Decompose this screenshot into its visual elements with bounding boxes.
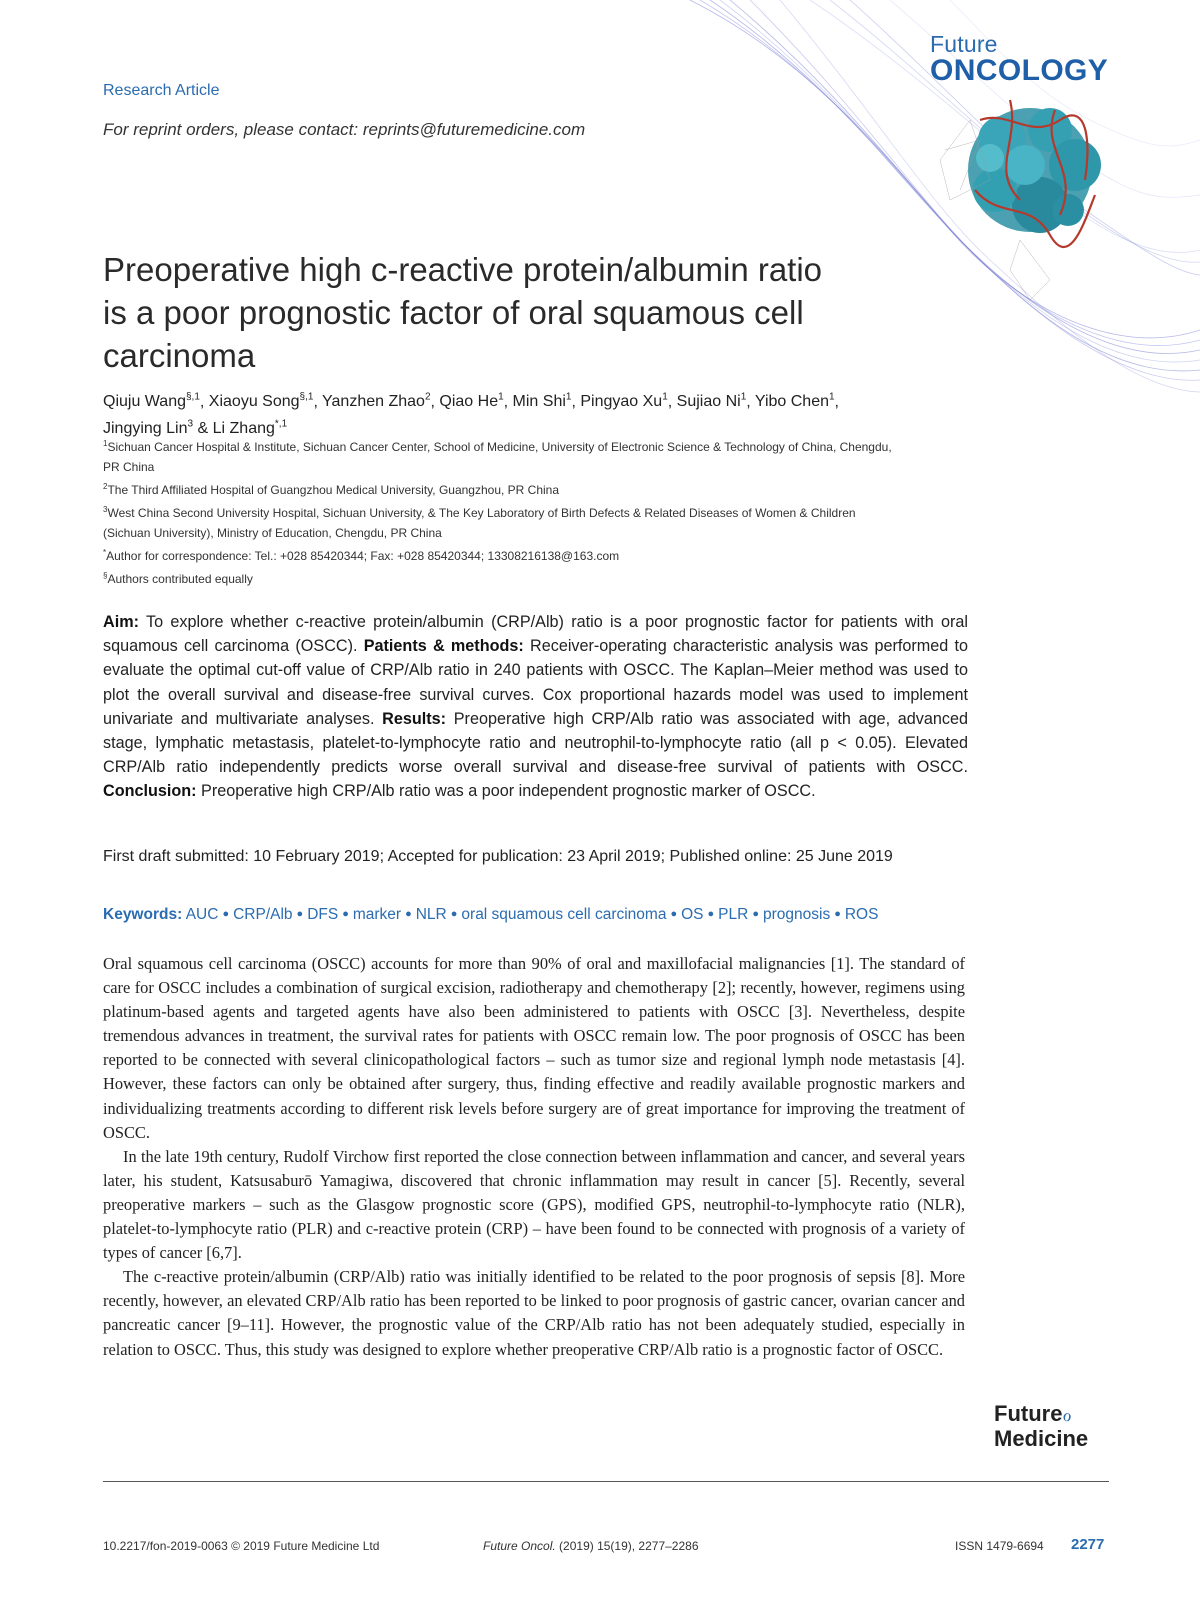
keyword: oral squamous cell carcinoma	[461, 906, 667, 923]
author	[103, 393, 200, 410]
footer-issn: ISSN 1479-6694	[955, 1539, 1044, 1553]
author-name: Qiuju Wang	[103, 393, 186, 411]
affiliation-mark: 2	[103, 482, 108, 491]
publication-dates: First draft submitted: 10 February 2019; Accepted for publication: 23 April 2019; Published online: 25 June 2019	[103, 848, 893, 865]
reprint-notice: For reprint orders, please contact: reprints@futuremedicine.com	[103, 120, 586, 139]
author-affiliation-mark: §,1	[299, 392, 314, 403]
keyword-separator-icon: ●	[752, 908, 759, 920]
keyword: CRP/Alb	[233, 906, 293, 923]
abstract-aim-label: Aim:	[103, 613, 139, 631]
keyword: prognosis	[762, 906, 831, 923]
author	[677, 393, 747, 410]
author-affiliation-mark: *,1	[274, 418, 288, 430]
keyword-separator-icon: ●	[405, 908, 412, 920]
affiliation-text: Author for correspondence: Tel.: +028 85420344; Fax: +028 85420344; 13308216138@163.com	[106, 549, 620, 563]
author-affiliation-mark: 1	[662, 392, 668, 403]
author-affiliation-mark: 1	[498, 392, 504, 403]
footer-divider	[103, 1481, 1109, 1482]
keyword-separator-icon: ●	[342, 908, 349, 920]
author-affiliation-mark: 1	[828, 392, 835, 403]
publisher-logo-line1: Future	[994, 1401, 1063, 1426]
footer-citation	[483, 1539, 699, 1553]
author	[755, 393, 835, 410]
article-title: Preoperative high c-reactive protein/albumin ratio is a poor prognostic factor of oral squamous cell carcinoma	[103, 251, 823, 374]
keywords-label: Keywords:	[103, 906, 183, 923]
body-paragraph: In the late 19th century, Rudolf Virchow first reported the close connection between inflammation and cancer, and several years later, his student, Katsusaburō Yamagiwa, discovered that chronic inflammation may result in cancer [5]. Recently, several preoperative markers – such as the Glasgow prognostic score (GPS), modified GPS, neutrophil-to-lymphocyte ratio (NLR), platelet-to-lymphocyte ratio (PLR) and c-reactive protein (CRP) – have been found to be connected with prognosis of a variety of types of cancer [6,7].	[103, 1146, 965, 1263]
body-paragraph: Oral squamous cell carcinoma (OSCC) accounts for more than 90% of oral and maxillofacial malignancies [1]. The standard of care for OSCC includes a combination of surgical excision, radiotherapy and chemotherapy [2]; recently, however, regimens using platinum-based agents and targeted agents have also been administered to patients with OSCC [3]. Nevertheless, despite tremendous advances in treatment, the survival rates for patients with OSCC remain low. The poor prognosis of OSCC has been reported to be connected with several clinicopathological factors – such as tumor size and regional lymph node metastasis [4]. However, these factors can only be obtained after surgery, thus, finding effective and readily available prognostic markers and individualizing treatments according to different risk levels before surgery are of great importance for improving the treatment of OSCC.	[103, 954, 965, 1142]
keyword-separator-icon: ●	[296, 908, 304, 920]
affiliation	[103, 566, 893, 589]
footer-doi: 10.2217/fon-2019-0063 © 2019 Future Medicine Ltd	[103, 1539, 380, 1553]
author-affiliation-mark: 3	[187, 418, 194, 430]
affiliation	[103, 434, 893, 477]
page-number: 2277	[1071, 1536, 1105, 1553]
affiliation-mark: *	[103, 548, 107, 557]
journal-logo-line2: ONCOLOGY	[930, 54, 1109, 87]
abstract-conclusion-label: Conclusion:	[103, 782, 197, 801]
author-name: Min Shi	[512, 393, 566, 411]
keyword: NLR	[415, 906, 447, 923]
keyword-separator-icon: ●	[222, 908, 230, 920]
author	[322, 393, 430, 410]
article-type: Research Article	[103, 82, 220, 99]
abstract-methods-label: Patients & methods:	[363, 637, 524, 656]
publisher-logo-mark-icon: ℴ	[1062, 1404, 1072, 1426]
author	[209, 393, 314, 410]
affiliation	[103, 500, 893, 543]
body-text	[103, 952, 965, 1362]
keyword-separator-icon: ●	[834, 908, 841, 920]
author	[580, 393, 667, 410]
abstract-conclusion: Preoperative high CRP/Alb ratio was a poor independent prognostic marker of OSCC.	[201, 782, 816, 801]
abstract-results: Preoperative high CRP/Alb ratio was associated with age, advanced stage, lymphatic metastasis, platelet-to-lymphocyte ratio and neutrophil-to-lymphocyte ratio (all p < 0.05). Elevated CRP/Alb ratio independently predicts worse overall survival and disease-free survival of patients with OSCC.	[103, 709, 968, 777]
keyword-separator-icon: ●	[707, 908, 715, 920]
footer-citation-details: (2019) 15(19), 2277–2286	[559, 1539, 699, 1553]
author-name: Xiaoyu Song	[208, 393, 300, 411]
journal-logo-line1: Future	[930, 31, 998, 57]
footer-citation-journal: Future Oncol.	[483, 1539, 556, 1553]
affiliation-mark: 1	[103, 439, 108, 448]
affiliation-mark: §	[103, 571, 108, 580]
keyword: ROS	[844, 906, 879, 923]
author-affiliation-mark: 1	[565, 392, 572, 403]
keyword: PLR	[718, 906, 749, 923]
publisher-logo-line2: Medicine	[994, 1426, 1089, 1451]
author	[439, 393, 503, 410]
author-name: Sujiao Ni	[676, 393, 741, 411]
affiliation	[103, 543, 893, 566]
author	[513, 393, 572, 410]
author-name: Pingyao Xu	[580, 393, 663, 411]
affiliation-text: West China Second University Hospital, Sichuan University, & The Key Laboratory of Birth Defects & Related Diseases of Women & Children (Sichuan University), Ministry of Education, Chengdu, PR China	[103, 506, 856, 540]
abstract-methods: Receiver-operating characteristic analysis was performed to evaluate the optimal cut-off value of CRP/Alb ratio in 240 patients with OSCC. The Kaplan–Meier method was used to plot the overall survival and disease-free survival curves. Cox proportional hazards model was used to implement univariate and multivariate analyses.	[103, 637, 968, 728]
affiliation-text: The Third Affiliated Hospital of Guangzhou Medical University, Guangzhou, PR China	[107, 483, 560, 497]
keyword-list	[186, 906, 879, 923]
author-affiliation-mark: 2	[424, 392, 431, 403]
abstract	[103, 610, 968, 804]
affiliation-text: Sichuan Cancer Hospital & Institute, Sichuan Cancer Center, School of Medicine, University of Electronic Science & Technology of China, Chengdu, PR China	[103, 440, 892, 474]
keywords	[103, 906, 983, 924]
affiliation-text: Authors contributed equally	[107, 572, 253, 586]
affiliations	[103, 434, 893, 589]
affiliation-mark: 3	[103, 505, 108, 514]
author-name: & Li Zhang	[197, 419, 275, 437]
body-paragraph: The c-reactive protein/albumin (CRP/Alb) ratio was initially identified to be related to the poor prognosis of sepsis [8]. More recently, however, an elevated CRP/Alb ratio has been reported to be linked to poor prognosis of gastric cancer, ovarian cancer and pancreatic cancer [9–11]. However, the prognostic value of the CRP/Alb ratio has not been adequately studied, especially in relation to OSCC. Thus, this study was designed to explore whether preoperative CRP/Alb ratio is a prognostic factor of OSCC.	[103, 1267, 965, 1359]
journal-logo	[930, 32, 1108, 86]
author-list: Qiuju Wang$^{\S,1}$, Xiaoyu Song$^{\S,1}$, Yanzhen Zhao$^2$, Qiao He$^1$, Min Shi$^1$, Pingyao Xu$^1$, Sujiao Ni$^1$, Yibo Chen$^1$, Jingying Lin$^3$ & Li Zhang$^{*,1}$	[103, 392, 839, 437]
abstract-aim: To explore whether c-reactive protein/albumin (CRP/Alb) ratio is a poor prognostic factor for patients with oral squamous cell carcinoma (OSCC).	[103, 613, 968, 656]
abstract-results-label: Results:	[382, 709, 447, 728]
author-name: Qiao He	[439, 393, 499, 411]
keyword: marker	[352, 906, 402, 923]
author-name: Yanzhen Zhao	[322, 393, 425, 411]
affiliation	[103, 477, 893, 500]
keyword: OS	[681, 906, 704, 923]
keyword-separator-icon: ●	[450, 908, 458, 920]
keyword: AUC	[185, 906, 219, 923]
author-affiliation-mark: §,1	[186, 392, 200, 403]
keyword-separator-icon: ●	[670, 908, 678, 920]
author-name: Jingying Lin	[103, 419, 188, 437]
author-name: Yibo Chen	[754, 393, 829, 411]
author-affiliation-mark: 1	[740, 392, 747, 403]
publisher-logo	[994, 1402, 1088, 1451]
keyword: DFS	[307, 906, 339, 923]
